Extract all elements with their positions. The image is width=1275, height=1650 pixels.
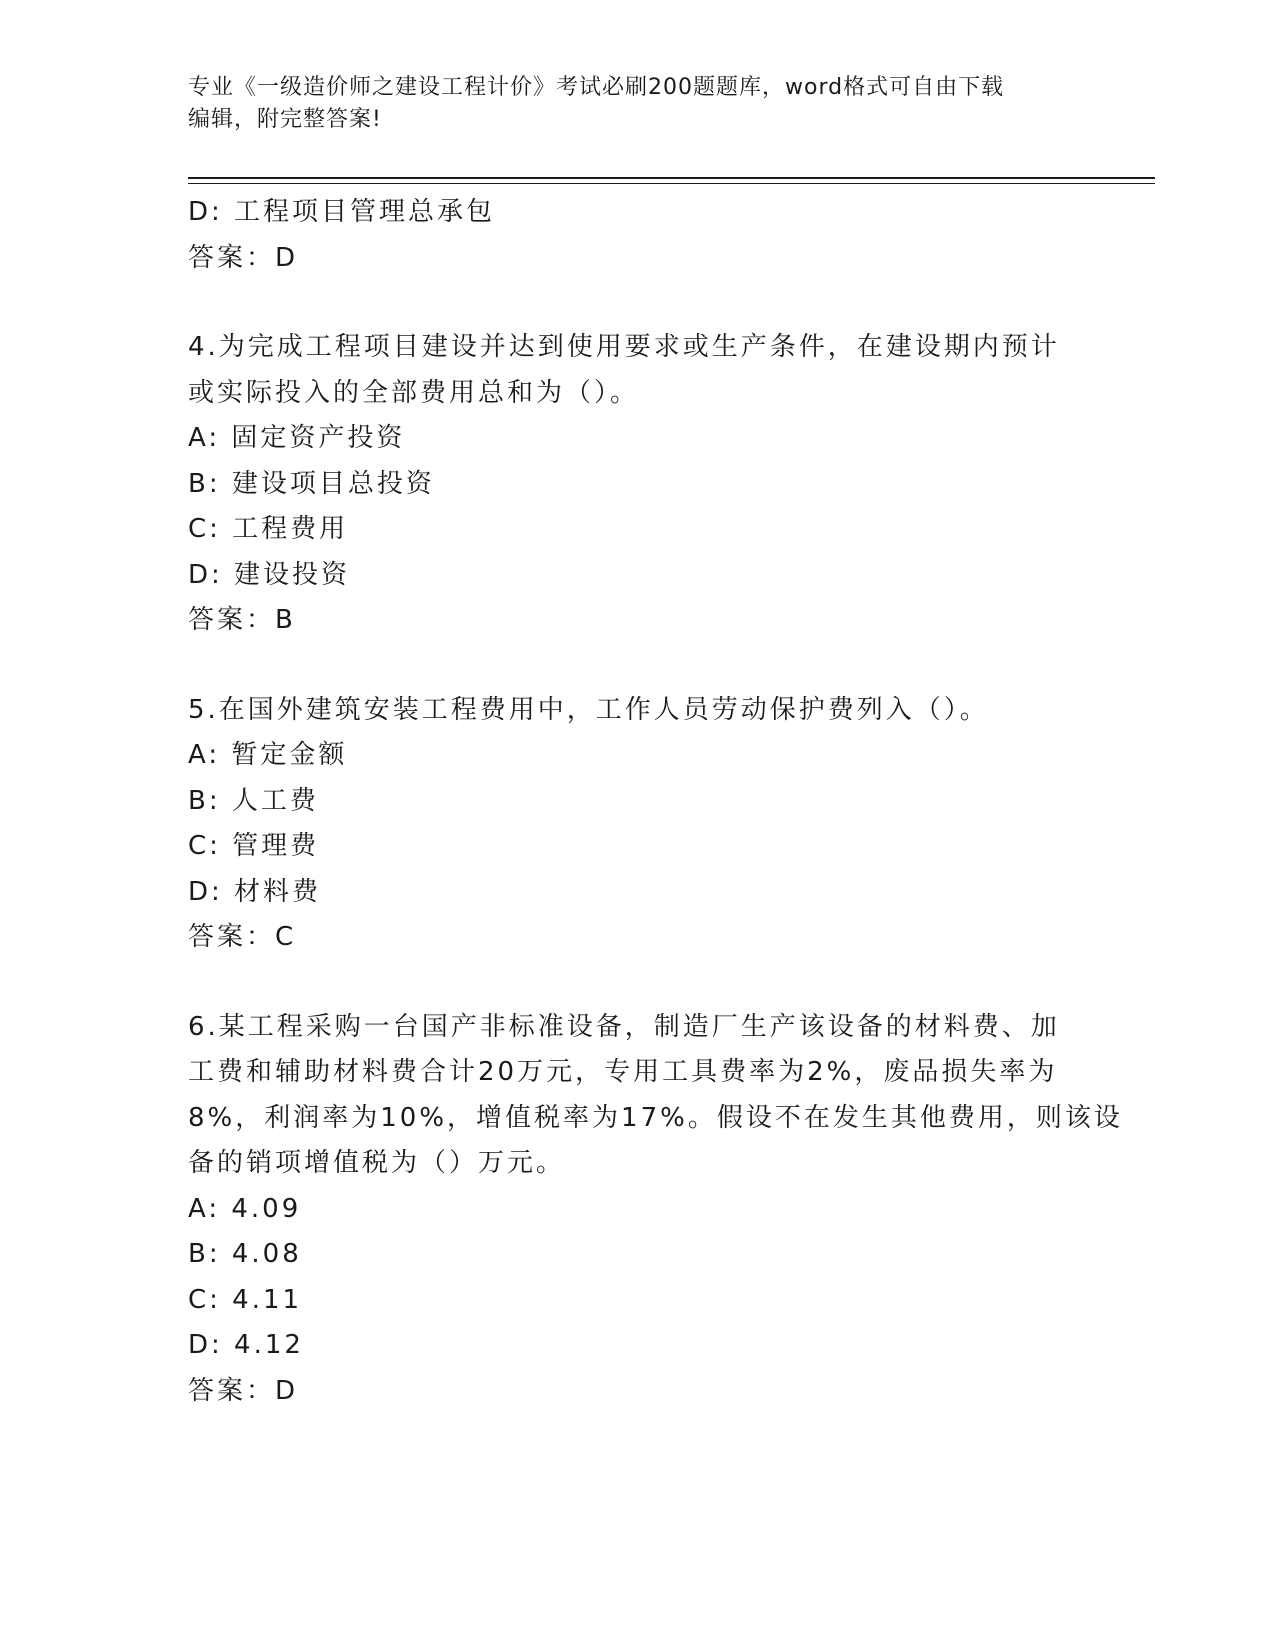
q5-answer: 答案：C [188, 922, 297, 952]
spacer [188, 961, 1088, 1005]
spacer [188, 644, 1088, 688]
q6-stem-line-2: 工费和辅助材料费合计20万元，专用工具费率为2%，废品损失率为 [188, 1057, 1058, 1087]
q3-option-d: D: 工程项目管理总承包 [188, 197, 496, 227]
header-rule-thin [188, 183, 1155, 184]
header-rule-thick [188, 177, 1155, 179]
header-line-2: 编辑，附完整答案! [188, 107, 382, 132]
question-4 [188, 325, 1088, 644]
q6-option-a: A: 4.09 [188, 1193, 302, 1224]
q4-option-c: C: 工程费用 [188, 514, 349, 544]
document-header [188, 72, 1088, 136]
question-content [188, 190, 1123, 1414]
question-5 [188, 688, 1088, 961]
q6-answer: 答案：D [188, 1375, 299, 1406]
q5-option-c: C: 管理费 [188, 831, 320, 861]
q3-answer: 答案：D [188, 242, 299, 273]
q5-option-a: A: 暂定金额 [188, 740, 348, 770]
q4-answer: 答案：B [188, 605, 296, 635]
q6-option-c: C: 4.11 [188, 1284, 303, 1315]
q6-stem-line-4: 备的销项增值税为（）万元。 [188, 1148, 566, 1178]
q6-option-d: D: 4.12 [188, 1330, 304, 1360]
q5-option-d: D: 材料费 [188, 876, 322, 907]
q4-option-d: D: 建设投资 [188, 559, 351, 590]
q6-stem-line-3: 8%，利润率为10%，增值税率为17%。假设不在发生其他费用，则该设 [188, 1102, 1123, 1133]
q4-option-a: A: 固定资产投资 [188, 423, 406, 453]
question-6 [188, 1005, 1123, 1415]
header-line-1: 专业《一级造价师之建设工程计价》考试必刷200题题库，word格式可自由下载 [188, 75, 1005, 100]
spacer [188, 281, 1088, 325]
q5-option-b: B: 人工费 [188, 785, 319, 816]
q4-stem-line-1: 4.为完成工程项目建设并达到使用要求或生产条件，在建设期内预计 [188, 332, 1060, 362]
question-3-tail [188, 190, 1088, 281]
q5-stem-line-1: 5.在国外建筑安装工程费用中，工作人员劳动保护费列入（）。 [188, 694, 989, 725]
q6-stem-line-1: 6.某工程采购一台国产非标准设备，制造厂生产该设备的材料费、加 [188, 1011, 1060, 1042]
q6-option-b: B: 4.08 [188, 1239, 302, 1269]
q4-stem-line-2: 或实际投入的全部费用总和为（）。 [188, 377, 640, 408]
q4-option-b: B: 建设项目总投资 [188, 468, 435, 499]
